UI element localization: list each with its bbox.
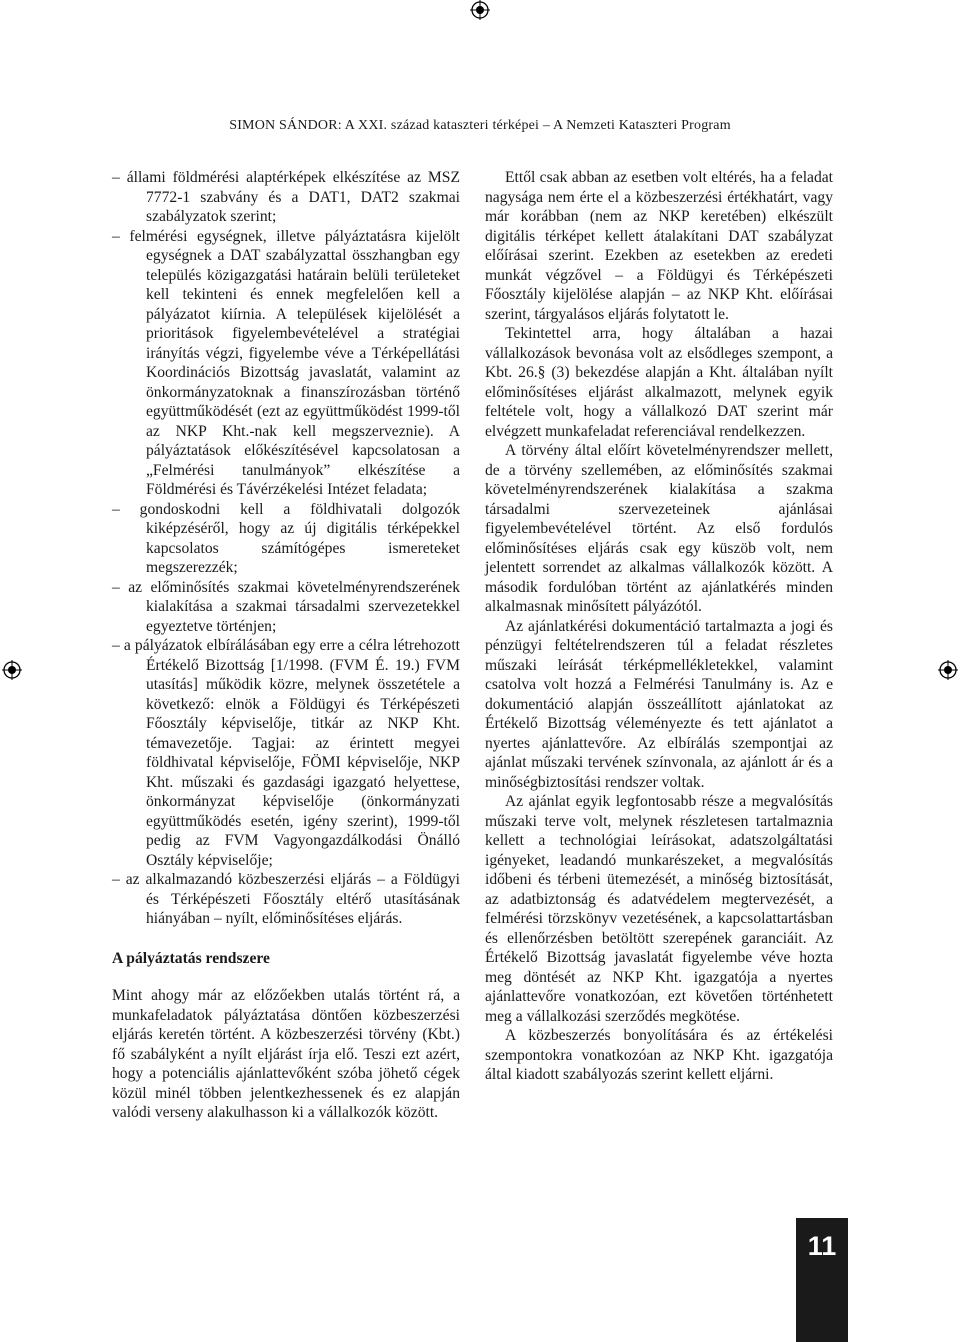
body-paragraph: A törvény által előírt követelményrendszer mellett, de a törvény szellemében, az előminősítés szakmai követelményrendszerének kialakítása a szakma társadalmi szervezeteinek ajánlásai figyelembevételével történt. Az első fordulós előminősítéses eljárás csak egy küszöb volt, nem jelentett sorrendet az alkalmas vállalkozók között. A második fordulóban történt az ajánlatkérés minden alkalmasnak minősített pályázótól. bbox=[485, 442, 833, 615]
list-item: – felmérési egységnek, illetve pályáztatásra kijelölt egységnek a DAT szabályzattal összhangban egy település közigazgatási határain belüli területeket kell tekinteni és ennek megfelelően kell a pályázatot kiírnia. A települések kijelölését a prioritások figyelembevételével a stratégiai irányítás végzi, figyelembe véve a Térképellátási Koordinációs Bizottság javaslatát, valamint az önkormányzatoknak a finanszírozásban történő együttműködését (ezt az együttműködést 1999-től az NKP Kht.-nak kell megszerveznie). A pályáztatások előkészítésével kapcsolatosan a „Felmérési tanulmányok” elkészítése a Földmérési és Távérzékelési Intézet feladata; bbox=[112, 227, 460, 498]
body-paragraph: A közbeszerzés bonyolítására és az értékelési szempontokra vonatkozóan az NKP Kht. igazgatója által kiadott szabályozás szerint kellett eljárni. bbox=[485, 1027, 833, 1083]
left-column bbox=[112, 168, 460, 1123]
list-item: – az előminősítés szakmai követelményrendszerének kialakítása a szakmai társadalmi szervezetekkel egyeztetve történjen; bbox=[112, 578, 460, 635]
list-item: – gondoskodni kell a földhivatali dolgozók kiképzéséről, hogy az új digitális térképekkel kapcsolatos számítógépes ismereteket megszerezzék; bbox=[112, 500, 460, 576]
right-column bbox=[485, 168, 833, 1085]
list-item: – állami földmérési alaptérképek elkészítése az MSZ 7772-1 szabvány és a DAT1, DAT2 szakmai szabályzatok szerint; bbox=[112, 169, 460, 225]
list-item: – a pályázatok elbírálásában egy erre a célra létrehozott Értékelő Bizottság [1/1998. (FVM É. 19.) FVM utasítás] működik közre, melynek összetétele a következő: elnök a Földügyi és Térképészeti Főosztály képviselője, titkár az NKP Kht. témavezetője. Tagjai: az érintett megyei földhivatal képviselője, FÖMI képviselője, NKP Kht. műszaki és gazdasági igazgató helyettese, önkormányzat képviselője (önkormányzati együttműködés esetén, igény szerint), 1999-től pedig az FVM Vagyongazdálkodási Önálló Osztály képviselője; bbox=[112, 637, 460, 869]
list-item: – az alkalmazandó közbeszerzési eljárás – a Földügyi és Térképészeti Főosztály eltérő utasításának hiányában – nyílt, előminősítéses eljárás. bbox=[112, 871, 460, 927]
registration-mark-icon bbox=[938, 660, 958, 680]
body-paragraph: Mint ahogy már az előzőekben utalás történt rá, a munkafeladatok pályáztatása döntően közbeszerzési eljárás keretén történt. A közbeszerzési törvény (Kbt.) fő szabályként a nyílt eljárást írja elő. Teszi ezt azért, hogy a potenciális ajánlattevőként szóba jöhető cégek közül minél többen jelentkezhessenek és ez alapján valódi verseny alakulhasson ki a vállalkozók között. bbox=[112, 987, 460, 1121]
registration-mark-icon bbox=[2, 660, 22, 680]
body-paragraph: Ettől csak abban az esetben volt eltérés, ha a feladat nagysága nem érte el a közbeszerzési értékhatárt, vagy már korábban (nem az NKP keretében) elkészült digitális térképet kellett átalakítani DAT szabályzat előírásai szerint. Ezekben az esetekben az eredeti munkát végzővel – a Földügyi és Térképészeti Főosztály kijelölése alapján – az NKP Kht. előírásai szerint, tárgyalásos eljárás folytatott le. bbox=[485, 169, 833, 323]
body-paragraph: Az ajánlatkérési dokumentáció tartalmazta a jogi és pénzügyi feltételrendszeren túl a feladat részletes műszaki leírását térképmellékletekkel, valamint csatolva volt hozzá a Felmérési Tanulmány is. Az e dokumentáció alapján összeállított ajánlatokat az Értékelő Bizottság véleményezte és tett ajánlatot a nyertes ajánlattevőre. Az elbírálás szempontjai az ajánlat műszaki tervének színvonala, az ajánlott ár és a minőségbiztosítási rendszer voltak. bbox=[485, 617, 833, 791]
body-paragraph: Az ajánlat egyik legfontosabb része a megvalósítás műszaki terve volt, melynek részletesen tartalmaznia kellett a technológiai leírásokat, adatszolgáltatási igényeket, leadandó munkarészeket, a megvalósítás időbeni és térbeni ütemezését, a minőség biztosítását, az adatbiztonság és adatvédelem megtervezését, a felmérési törzskönyv vezetésének, a kapcsolattartásban és ellenőrzésben betöltött szerepének garanciáit. Az Értékelő Bizottság javaslatát figyelembe véve hozta meg döntését az NKP Kht. igazgatója a nyertes ajánlattevőre vonatkozóan, ezt követően történhetett meg a vállalkozási szerződés megkötése. bbox=[485, 793, 833, 1025]
page-number: 11 bbox=[796, 1218, 848, 1342]
body-paragraph: Tekintettel arra, hogy általában a hazai vállalkozások bevonása volt az elsődleges szempont, a Kbt. 26.§ (3) bekezdése alapján a Kht. általában nyílt előminősítéses eljárást alkalmazott, melynek egyik feltétele volt, hogy a vállalkozó DAT szerint már elvégzett munkafeladat referenciával rendelkezzen. bbox=[485, 325, 833, 440]
section-heading: A pályáztatás rendszere bbox=[112, 949, 270, 967]
running-head: SIMON SÁNDOR: A XXI. század kataszteri térképei – A Nemzeti Kataszteri Program bbox=[229, 118, 731, 133]
registration-mark-icon bbox=[470, 0, 490, 20]
